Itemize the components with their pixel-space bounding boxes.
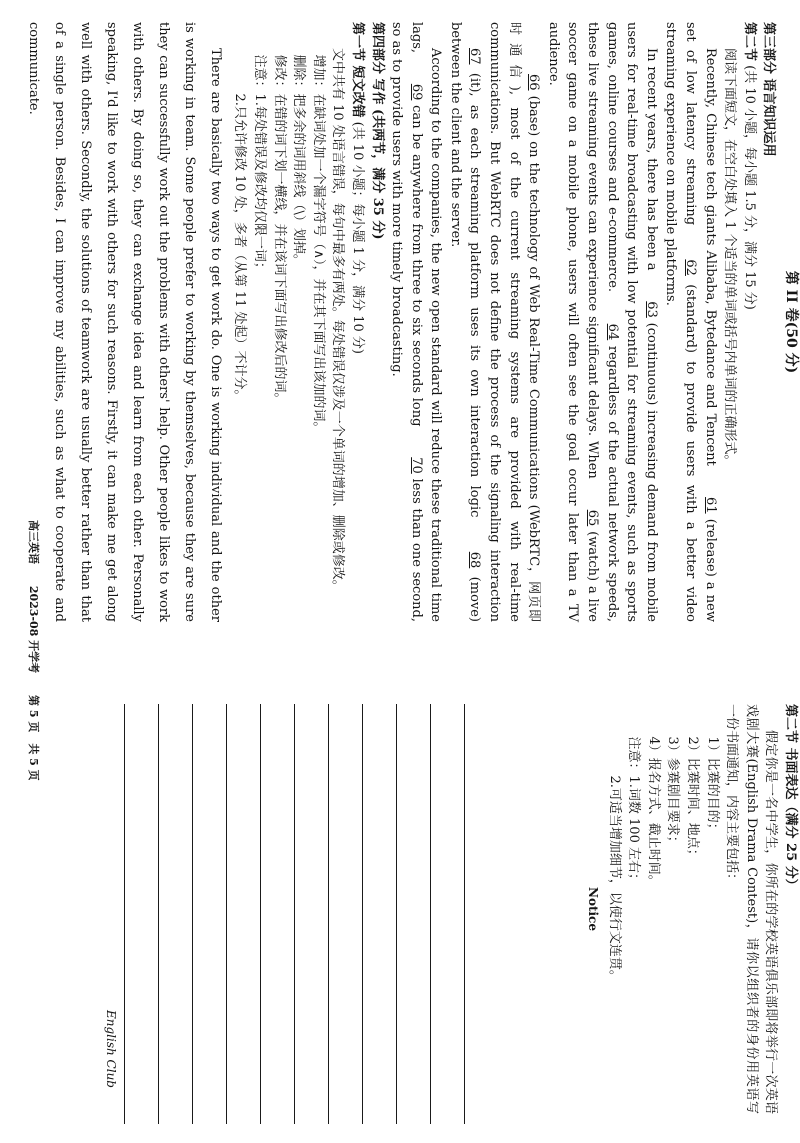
cloze-paragraph-1 <box>661 22 720 622</box>
text-run: regardless of the actual network speeds, these live streaming events can experience significant delays. When <box>585 22 620 623</box>
footer-grade: 高三英语 <box>27 520 40 564</box>
answer-line <box>430 704 464 1124</box>
answer-line <box>226 704 260 1124</box>
writing-section-title: 第二节 书面表达（满分 25 分） <box>783 704 798 892</box>
left-column <box>20 22 800 622</box>
cloze-paragraph-2 <box>543 22 661 622</box>
answer-line <box>328 704 362 1124</box>
answer-lines <box>124 704 498 1124</box>
rule-modify: 修改：在错的词下划一横线，并在该词下面写出修改后的词。 <box>271 54 287 406</box>
volume-title: 第 II 卷(50 分) <box>783 270 799 374</box>
section-scoring: (共 10 小题，每小题 1.5 分，满分 15 分) <box>741 65 757 310</box>
cloze-directions: 阅读下面短文，在空白处填入 1 个适当的单词或括号内单词的正确形式。 <box>722 48 738 468</box>
section-label: 第一节 短文改错 <box>349 22 365 118</box>
blank-69: 69 <box>408 83 424 101</box>
text-run: less than one second, so as to provide users with more timely broadcasting. <box>389 22 424 622</box>
part3-section2-header <box>739 22 759 622</box>
text-run: can be anywhere from three to six seconds long <box>408 105 424 427</box>
text-run: (it), as each streaming platform uses its own interaction logic <box>467 72 483 518</box>
blank-66: 66 <box>526 74 542 91</box>
text-run: According to the companies, the new open standard will reduce these traditional time lags, <box>408 22 444 622</box>
answer-line <box>396 704 430 1124</box>
text-run: (release) a new set of low latency streaming <box>683 22 718 622</box>
rule-add: 增加：在缺词处加一个漏字符号（∧），并在其下面写出该加的词。 <box>310 54 326 435</box>
writing-note-1: 注意：1.词数 100 左右； <box>626 736 642 886</box>
blank-62: 62 <box>683 259 699 276</box>
section-scoring: (共 10 小题；每小题 1 分，满分 10 分) <box>349 121 365 354</box>
signature-english-club: English Club <box>104 1010 118 1088</box>
text-run: (continuous) increasing demand from mobile users for real-time broadcasting with low potential for streaming events, such as sports games, online courses and e-commerce. <box>604 22 659 622</box>
text-run: Recently, Chinese tech giants Alibaba, Bytedance and Tencent <box>702 48 718 466</box>
page-footer <box>26 520 42 799</box>
part4-section1-header <box>347 22 367 622</box>
answer-line <box>158 704 192 1124</box>
text-run: (move) between the client and the server. <box>447 22 483 623</box>
text-run: (watch) a live soccer game on a mobile phone, users will often see the goal occur later than a TV audience. <box>545 22 601 622</box>
correction-note-1: 注意：1.每处错误及修改均仅限一词； <box>251 54 267 275</box>
writing-prompt: 假定你是一名中学生，你所在的学校英语俱乐部即将举行一次英语戏剧大赛(English Drama Contest)，请你以组织者的身份用英语写一份书面通知，内容主要包括： <box>724 704 779 1114</box>
text-run: In recent years, there has been a <box>643 48 659 271</box>
blank-70: 70 <box>408 457 424 474</box>
section-label: 第二节 <box>741 22 757 62</box>
correction-intro: 文中共有 10 处语言错误，每句中最多有两处。每处错误仅涉及一个单词的增加、删除或修改。 <box>330 48 346 593</box>
blank-64: 64 <box>604 323 620 341</box>
cloze-paragraph-3 <box>445 22 543 622</box>
footer-page: 第 5 页 共 5 页 <box>27 695 40 781</box>
blank-63: 63 <box>643 301 659 318</box>
blank-68: 68 <box>467 551 483 569</box>
notice-title: Notice <box>586 886 601 931</box>
answer-line <box>260 704 294 1124</box>
blank-65: 65 <box>585 509 601 527</box>
answer-line <box>294 704 328 1124</box>
footer-exam: 2023-08 开学考 <box>27 585 40 674</box>
blank-61: 61 <box>702 497 718 514</box>
text-run: (standard) to provide users with a better video streaming experience on mobile platforms. <box>663 22 699 622</box>
blank-67: 67 <box>467 48 483 65</box>
text-run: (base) on the technology of Web Real-Time Communications (WebRTC，网页即时通信), most of the current streaming systems are provided with real-time communications. But WebRTC does not define the process of the signaling interaction <box>487 22 542 622</box>
part4-title: 第四部分 写作 (共两节，满分 35 分) <box>369 22 385 240</box>
answer-line <box>124 704 158 1124</box>
answer-line <box>192 704 226 1124</box>
answer-line <box>464 704 498 1124</box>
part3-heading: 第三部分 语言知识运用 <box>761 22 777 157</box>
correction-passage: There are basically two ways to get work do. One is working individual and the other is working in team. Some people prefer to working by themselves, because they are sure they can successfully work out the problems with others' help. Other people likes to work with others. By doing so, they can exchange idea and learn from each other. Personally speaking, I'd like to work with others for such reasons. Firstly, it can make me get along well with others. Secondly, the solutions of teamwork are usually better rather than that of a single person. Besides, I can improve my abilities, such as what to cooperate and communicate. <box>25 22 223 622</box>
part3-title <box>759 22 779 622</box>
correction-note-2: 2.只允许修改 10 处，多者（从第 11 处起）不计分。 <box>232 93 248 403</box>
rule-delete: 删除：把多余的词用斜线（\）划掉。 <box>291 54 307 267</box>
writing-item-1: 1）比赛的目的； <box>704 736 720 836</box>
answer-line <box>362 704 396 1124</box>
writing-note-2: 2.可适当增加细节，以使行文连贯。 <box>606 775 622 983</box>
writing-item-2: 2）比赛时间、地点； <box>685 736 701 862</box>
right-column <box>582 704 800 1114</box>
writing-item-3: 3）参赛剧目要求； <box>665 736 681 849</box>
cloze-paragraph-4 <box>387 22 446 622</box>
writing-item-4: 4）报名方式、截止时间。 <box>645 736 661 888</box>
